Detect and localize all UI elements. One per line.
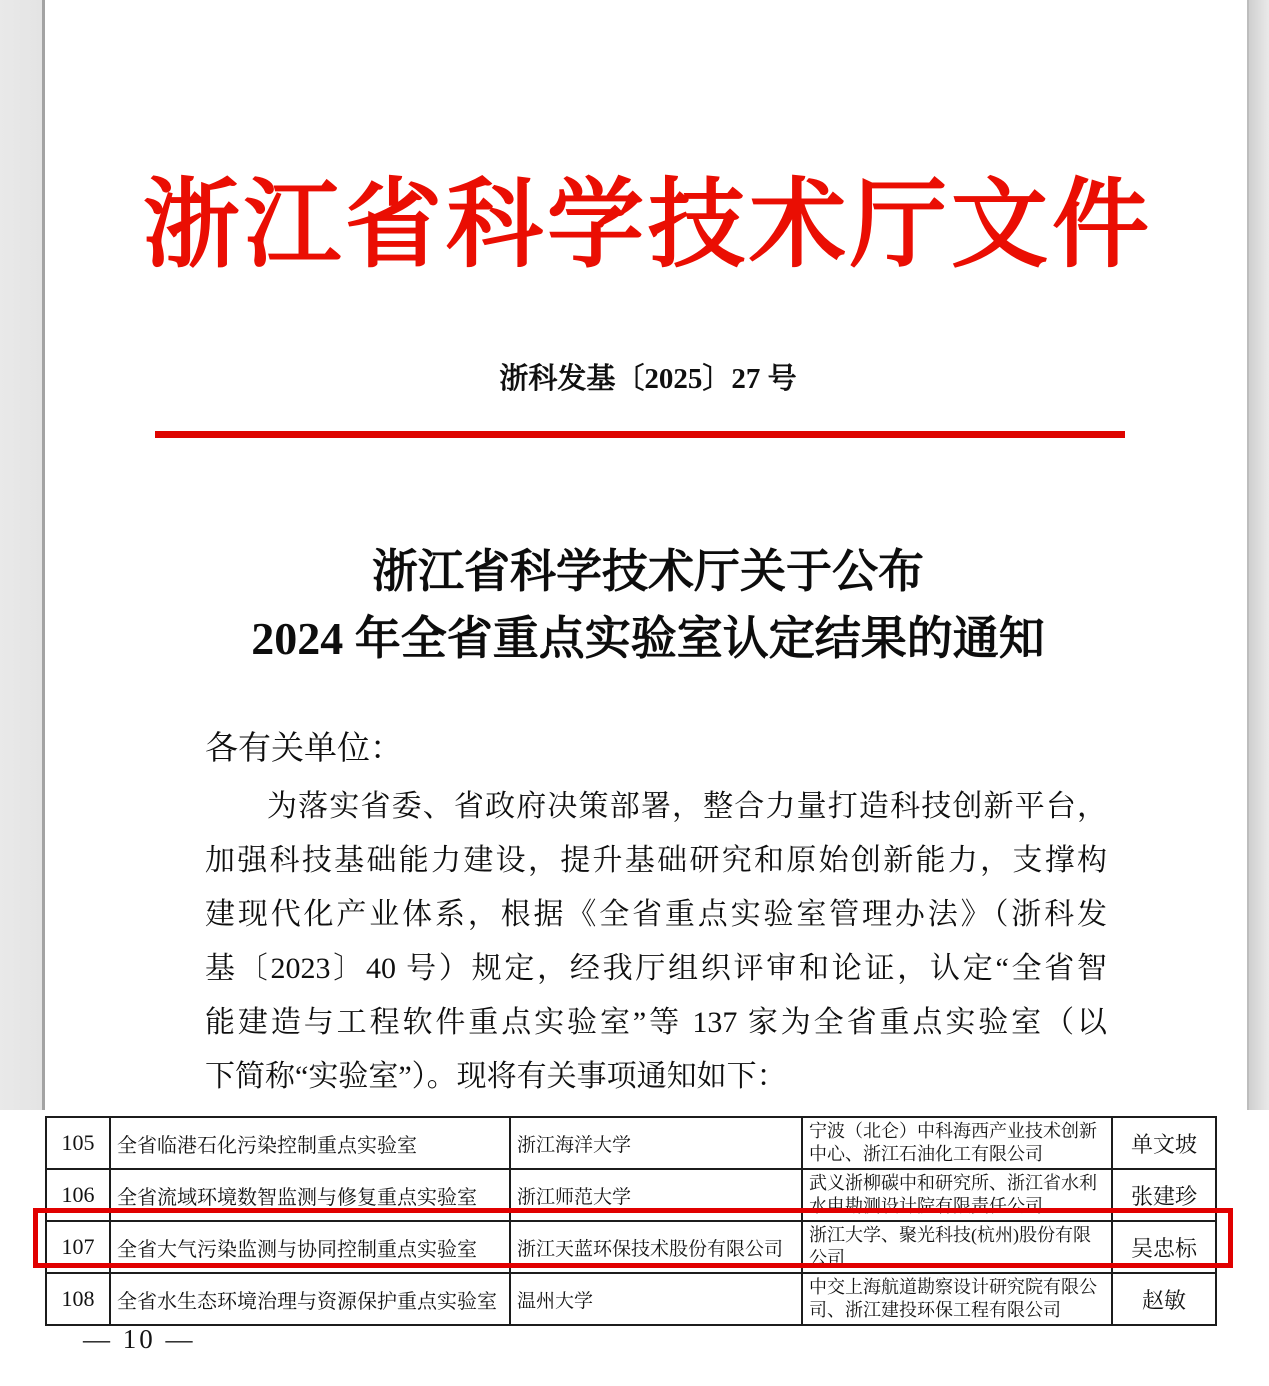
- lab-list-table-section: [0, 1110, 1269, 1386]
- lab-name-cell: 全省大气污染监测与协同控制重点实验室: [110, 1221, 510, 1273]
- partner-orgs-cell: 中交上海航道勘察设计研究院有限公司、浙江建投环保工程有限公司: [802, 1273, 1112, 1325]
- director-cell: 吴忠标: [1112, 1221, 1216, 1273]
- host-org-cell: 浙江师范大学: [510, 1169, 802, 1221]
- row-number-cell: 105: [46, 1117, 110, 1169]
- letterhead-red-rule: [155, 431, 1125, 438]
- document-reference-number: 浙科发基〔2025〕27 号: [499, 363, 797, 395]
- host-org-cell: 浙江海洋大学: [510, 1117, 802, 1169]
- table-row-highlighted: [46, 1221, 1216, 1273]
- key-laboratory-table: [45, 1116, 1217, 1326]
- body-line: 下简称“实验室”）。现将有关事项通知如下：: [205, 1060, 787, 1093]
- page-number: — 10 —: [83, 1324, 196, 1354]
- agency-letterhead-title: 浙江省科学技术厅文件: [143, 172, 1153, 279]
- table-row: [46, 1169, 1216, 1221]
- row-number-cell: 106: [46, 1169, 110, 1221]
- notice-title-line2: 2024 年全省重点实验室认定结果的通知: [251, 613, 1045, 664]
- salutation: 各有关单位：: [205, 731, 403, 767]
- partner-orgs-cell: 浙江大学、聚光科技(杭州)股份有限公司: [802, 1221, 1112, 1273]
- lab-name-cell: 全省临港石化污染控制重点实验室: [110, 1117, 510, 1169]
- lab-name-cell: 全省水生态环境治理与资源保护重点实验室: [110, 1273, 510, 1325]
- table-row: [46, 1273, 1216, 1325]
- body-line: 建现代化产业体系，根据《全省重点实验室管理办法》（浙科发: [205, 898, 1107, 931]
- row-number-cell: 107: [46, 1221, 110, 1273]
- notice-body-paragraph: [205, 780, 1107, 1104]
- body-line: 能建造与工程软件重点实验室”等 137 家为全省重点实验室（以: [205, 1006, 1107, 1039]
- body-line: 为落实省委、省政府决策部署，整合力量打造科技创新平台，: [267, 790, 1107, 823]
- table-row: [46, 1117, 1216, 1169]
- director-cell: 单文坡: [1112, 1117, 1216, 1169]
- director-cell: 张建珍: [1112, 1169, 1216, 1221]
- partner-orgs-cell: 宁波（北仑）中科海西产业技术创新中心、浙江石油化工有限公司: [802, 1117, 1112, 1169]
- notice-title-line1: 浙江省科学技术厅关于公布: [372, 546, 924, 597]
- director-cell: 赵敏: [1112, 1273, 1216, 1325]
- partner-orgs-cell: 武义浙柳碳中和研究所、浙江省水利水电勘测设计院有限责任公司: [802, 1169, 1112, 1221]
- page-right-margin-shadow: [1247, 0, 1269, 1112]
- page-left-margin-shadow: [0, 0, 45, 1111]
- row-number-cell: 108: [46, 1273, 110, 1325]
- host-org-cell: 温州大学: [510, 1273, 802, 1325]
- host-org-cell: 浙江天蓝环保技术股份有限公司: [510, 1221, 802, 1273]
- lab-name-cell: 全省流域环境数智监测与修复重点实验室: [110, 1169, 510, 1221]
- body-line: 加强科技基础能力建设，提升基础研究和原始创新能力，支撑构: [205, 844, 1107, 877]
- body-line: 基〔2023〕40 号）规定，经我厅组织评审和论证，认定“全省智: [205, 952, 1107, 985]
